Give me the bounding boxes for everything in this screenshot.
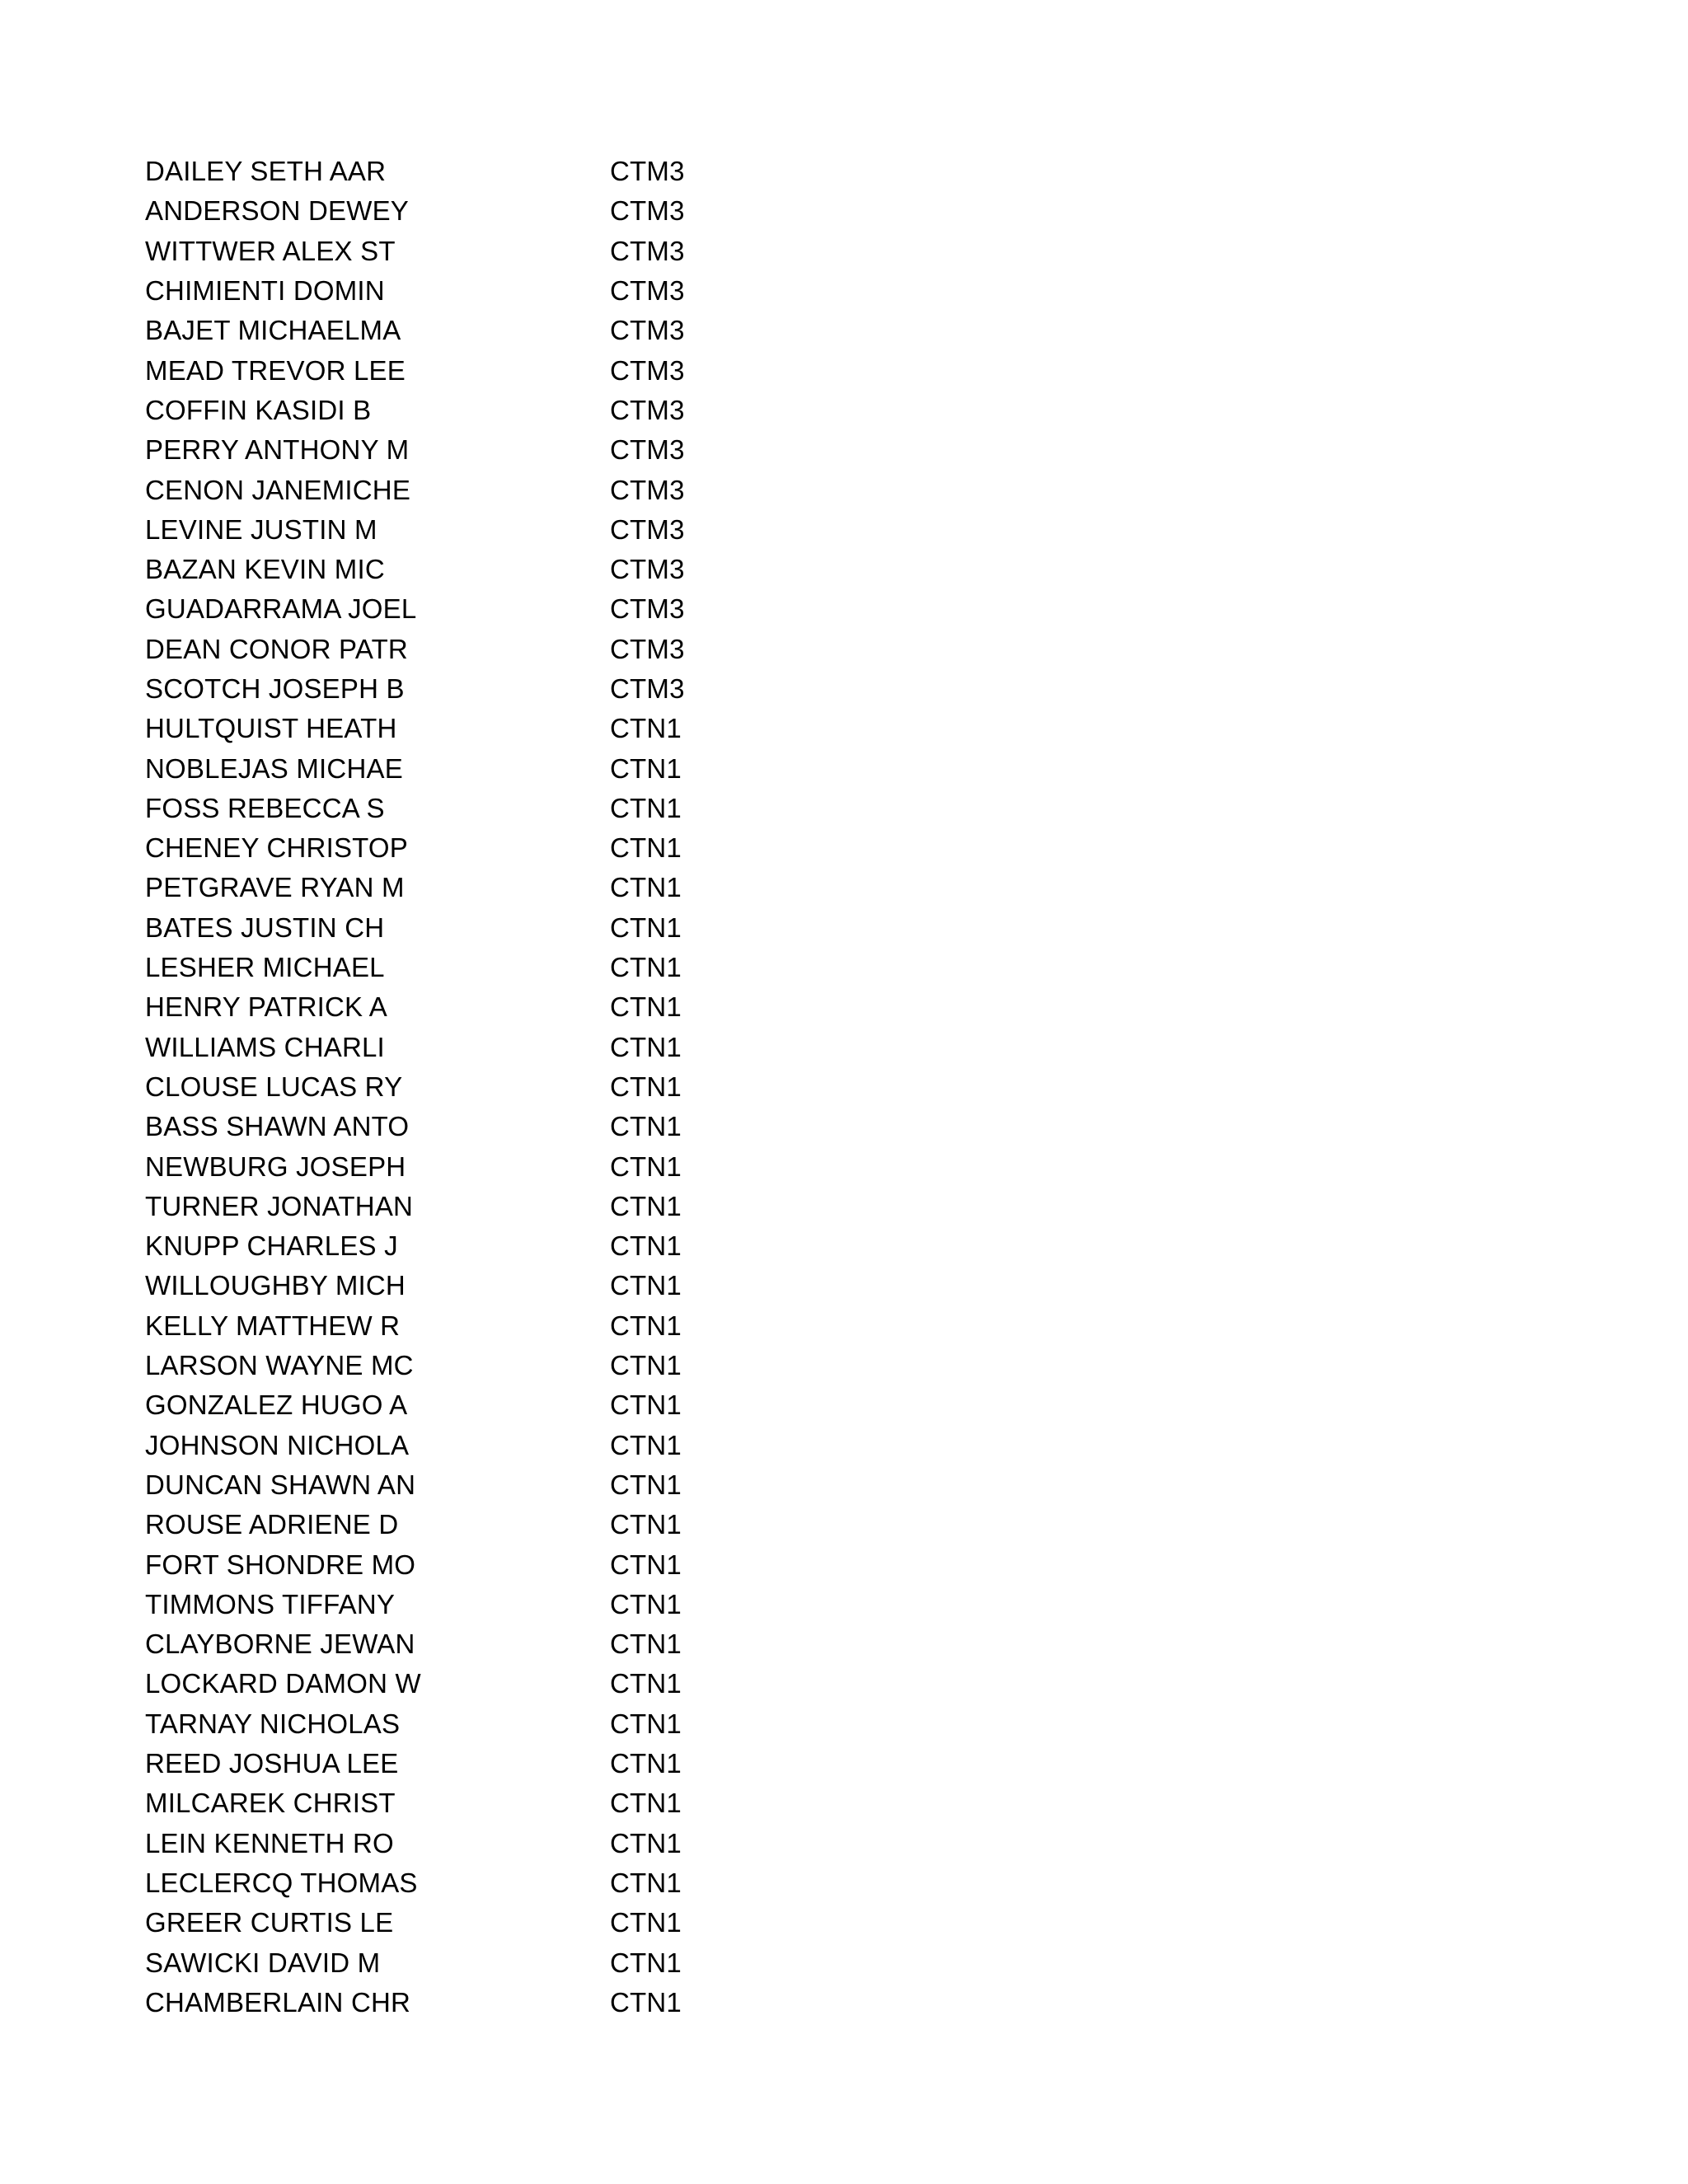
rate-code: CTN1 [610,1111,682,1142]
rate-code: CTN1 [610,1588,682,1619]
roster-row [145,1783,887,1823]
roster-row [145,1823,887,1863]
rate-code: CTM3 [610,554,685,585]
person-name: ROUSE ADRIENE D [145,1509,399,1540]
roster-row [145,1664,887,1704]
person-name: DUNCAN SHAWN AN [145,1469,416,1500]
rate-code: CTN1 [610,1668,682,1699]
rate-code: CTN1 [610,1270,682,1301]
person-name: DAILEY SETH AAR [145,156,387,187]
rate-code: CTN1 [610,1708,682,1739]
rate-code: CTN1 [610,752,682,784]
roster-row [145,311,887,350]
person-name: TURNER JONATHAN [145,1190,414,1221]
person-name: LECLERCQ THOMAS [145,1867,418,1898]
rate-code: CTN1 [610,713,682,744]
roster-row [145,948,887,987]
roster-row [145,391,887,430]
roster-row [145,470,887,509]
rate-code: CTN1 [610,1151,682,1182]
rate-code: CTN1 [610,832,682,864]
rate-code: CTN1 [610,792,682,823]
person-name: SAWICKI DAVID M [145,1947,381,1978]
roster-row [145,1385,887,1425]
person-name: LESHER MICHAEL [145,952,385,983]
person-name: HULTQUIST HEATH [145,713,397,744]
person-name: BAJET MICHAELMA [145,315,401,346]
rate-code: CTN1 [610,1390,682,1421]
rate-code: CTN1 [610,1629,682,1660]
person-name: PETGRAVE RYAN M [145,872,405,903]
person-name: KNUPP CHARLES J [145,1230,398,1262]
roster-row [145,191,887,231]
roster-row [145,1067,887,1107]
roster-row [145,1903,887,1943]
rate-code: CTM3 [610,275,685,307]
roster-row [145,271,887,311]
person-name: TIMMONS TIFFANY [145,1588,396,1619]
roster-row [145,589,887,629]
roster-list [145,152,887,2022]
rate-code: CTM3 [610,593,685,625]
rate-code: CTN1 [610,1788,682,1819]
rate-code: CTN1 [610,872,682,903]
person-name: DEAN CONOR PATR [145,633,408,664]
person-name: LARSON WAYNE MC [145,1350,414,1381]
person-name: LOCKARD DAMON W [145,1668,421,1699]
person-name: CLAYBORNE JEWAN [145,1629,415,1660]
roster-row [145,748,887,788]
roster-row [145,510,887,550]
rate-code: CTM3 [610,354,685,386]
roster-row [145,789,887,828]
rate-code: CTN1 [610,1031,682,1062]
person-name: CENON JANEMICHE [145,474,411,505]
rate-code: CTM3 [610,235,685,266]
person-name: WILLIAMS CHARLI [145,1031,385,1062]
roster-row [145,868,887,907]
rate-code: CTN1 [610,1907,682,1938]
roster-row [145,1863,887,1903]
roster-row [145,1226,887,1266]
roster-row [145,630,887,669]
rate-code: CTN1 [610,1867,682,1898]
rate-code: CTN1 [610,991,682,1023]
roster-row [145,1943,887,1982]
rate-code: CTN1 [610,1230,682,1262]
person-name: SCOTCH JOSEPH B [145,673,405,704]
person-name: HENRY PATRICK A [145,991,387,1023]
roster-row [145,1465,887,1505]
person-name: BASS SHAWN ANTO [145,1111,410,1142]
person-name: GREER CURTIS LE [145,1907,394,1938]
person-name: MEAD TREVOR LEE [145,354,406,386]
roster-row [145,1346,887,1385]
person-name: GONZALEZ HUGO A [145,1390,408,1421]
roster-row [145,152,887,191]
rate-code: CTN1 [610,1947,682,1978]
person-name: WILLOUGHBY MICH [145,1270,406,1301]
person-name: GUADARRAMA JOEL [145,593,417,625]
roster-row [145,550,887,589]
roster-row [145,669,887,709]
roster-row [145,1426,887,1465]
rate-code: CTM3 [610,315,685,346]
roster-row [145,1187,887,1226]
person-name: MILCAREK CHRIST [145,1788,396,1819]
roster-row [145,1266,887,1305]
roster-row [145,1624,887,1664]
rate-code: CTN1 [610,1071,682,1102]
rate-code: CTN1 [610,952,682,983]
roster-row [145,987,887,1027]
rate-code: CTM3 [610,633,685,664]
person-name: PERRY ANTHONY M [145,434,410,466]
roster-row [145,1505,887,1544]
rate-code: CTM3 [610,474,685,505]
person-name: BATES JUSTIN CH [145,912,385,943]
person-name: BAZAN KEVIN MIC [145,554,385,585]
person-name: CHENEY CHRISTOP [145,832,409,864]
rate-code: CTN1 [610,1549,682,1580]
person-name: NOBLEJAS MICHAE [145,752,403,784]
person-name: KELLY MATTHEW R [145,1310,401,1341]
rate-code: CTM3 [610,673,685,704]
person-name: ANDERSON DEWEY [145,195,410,227]
rate-code: CTM3 [610,394,685,425]
roster-row [145,1704,887,1744]
person-name: FORT SHONDRE MO [145,1549,416,1580]
rate-code: CTN1 [610,912,682,943]
roster-row [145,1146,887,1186]
person-name: LEIN KENNETH RO [145,1827,394,1858]
person-name: CLOUSE LUCAS RY [145,1071,403,1102]
person-name: JOHNSON NICHOLA [145,1429,410,1460]
rate-code: CTN1 [610,1469,682,1500]
roster-row [145,232,887,271]
rate-code: CTN1 [610,1429,682,1460]
roster-row [145,908,887,948]
roster-row [145,1306,887,1346]
roster-row [145,1585,887,1624]
rate-code: CTM3 [610,513,685,545]
rate-code: CTN1 [610,1509,682,1540]
person-name: CHAMBERLAIN CHR [145,1986,411,2018]
roster-row [145,1107,887,1146]
rate-code: CTN1 [610,1748,682,1779]
person-name: WITTWER ALEX ST [145,235,396,266]
rate-code: CTM3 [610,156,685,187]
rate-code: CTN1 [610,1986,682,2018]
person-name: REED JOSHUA LEE [145,1748,399,1779]
rate-code: CTM3 [610,195,685,227]
person-name: COFFIN KASIDI B [145,394,372,425]
person-name: CHIMIENTI DOMIN [145,275,385,307]
rate-code: CTN1 [610,1350,682,1381]
roster-row [145,430,887,470]
roster-row [145,1983,887,2022]
roster-row [145,1544,887,1584]
roster-row [145,828,887,868]
person-name: LEVINE JUSTIN M [145,513,377,545]
person-name: TARNAY NICHOLAS [145,1708,401,1739]
rate-code: CTN1 [610,1827,682,1858]
rate-code: CTM3 [610,434,685,466]
roster-row [145,709,887,748]
person-name: NEWBURG JOSEPH [145,1151,406,1182]
rate-code: CTN1 [610,1190,682,1221]
person-name: FOSS REBECCA S [145,792,385,823]
roster-row [145,1744,887,1783]
roster-row [145,350,887,390]
roster-row [145,1028,887,1067]
rate-code: CTN1 [610,1310,682,1341]
